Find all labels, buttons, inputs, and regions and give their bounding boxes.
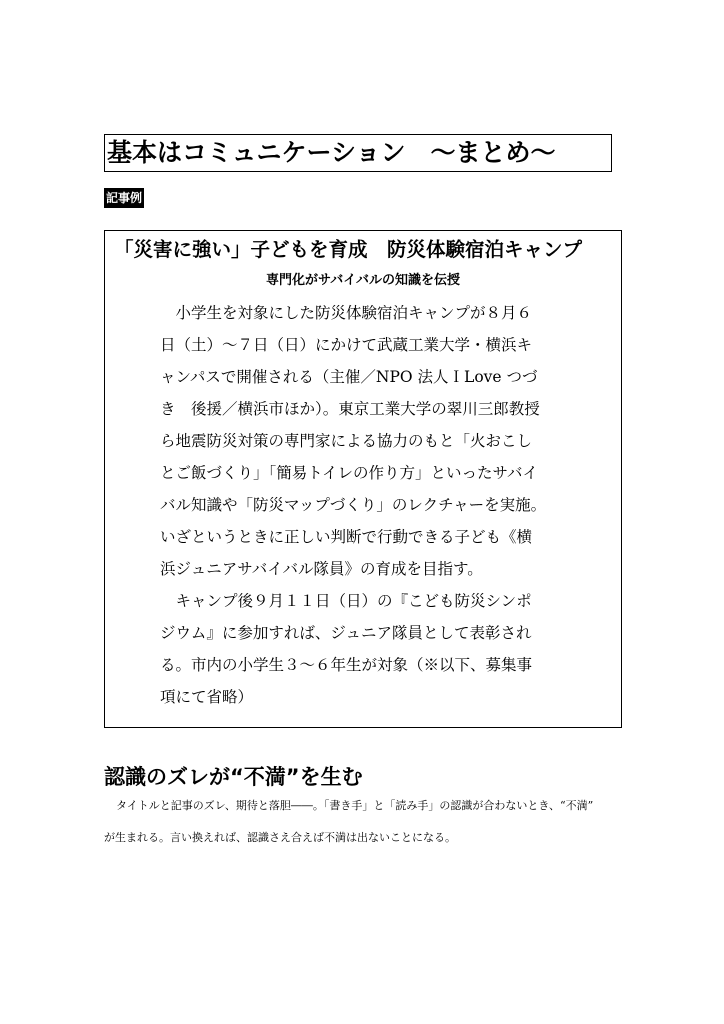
article-body-line: いざというときに正しい判断で行動できる子ども《横 — [160, 528, 533, 546]
article-subheadline: 専門化がサバイバルの知識を伝授 — [266, 273, 460, 288]
article-body-line: キャンプ後９月１１日（日）の『こども防災シンポ — [160, 592, 532, 610]
section-heading: 認識のズレが“不満”を生む — [104, 765, 363, 789]
section-paragraph-line: が生まれる。言い換えれば、認識さえ合えば不満は出ないことになる。 — [104, 831, 456, 844]
article-body-line: 浜ジュニアサバイバル隊員》の育成を目指す。 — [160, 560, 483, 578]
article-body-line: き 後援／横浜市ほか）。東京工業大学の翠川三郎教授 — [160, 400, 540, 418]
article-body-line: ら地震防災対策の専門家による協力のもと「火おこし — [160, 432, 533, 450]
article-body-line: とご飯づくり」「簡易トイレの作り方」といったサバイ — [160, 464, 539, 482]
article-body-line: 日（土）～７日（日）にかけて武蔵工業大学・横浜キ — [160, 336, 533, 354]
example-label: 記事例 — [104, 188, 144, 208]
article-body-line: 項にて省略） — [160, 688, 254, 706]
article-body-line: ャンパスで開催される（主催／NPO 法人ＩLove つづ — [160, 368, 538, 386]
article-body-line: ジウム』に参加すれば、ジュニア隊員として表彰され — [160, 624, 532, 642]
article-body-line: る。市内の小学生３～６年生が対象（※以下、募集事 — [160, 656, 533, 674]
page-title: 基本はコミュニケーション ～まとめ～ — [104, 134, 612, 172]
article-body-line: 小学生を対象にした防災体験宿泊キャンプが８月６ — [160, 304, 533, 322]
article-headline: 「災害に強い」子どもを育成 防災体験宿泊キャンプ — [114, 238, 583, 261]
article-body-line: バル知識や「防災マップづくり」のレクチャーを実施。 — [160, 496, 547, 514]
section-paragraph-line: タイトルと記事のズレ、期待と落胆――。「書き手」と「読み手」の認識が合わないとき、“不満” — [116, 799, 594, 812]
